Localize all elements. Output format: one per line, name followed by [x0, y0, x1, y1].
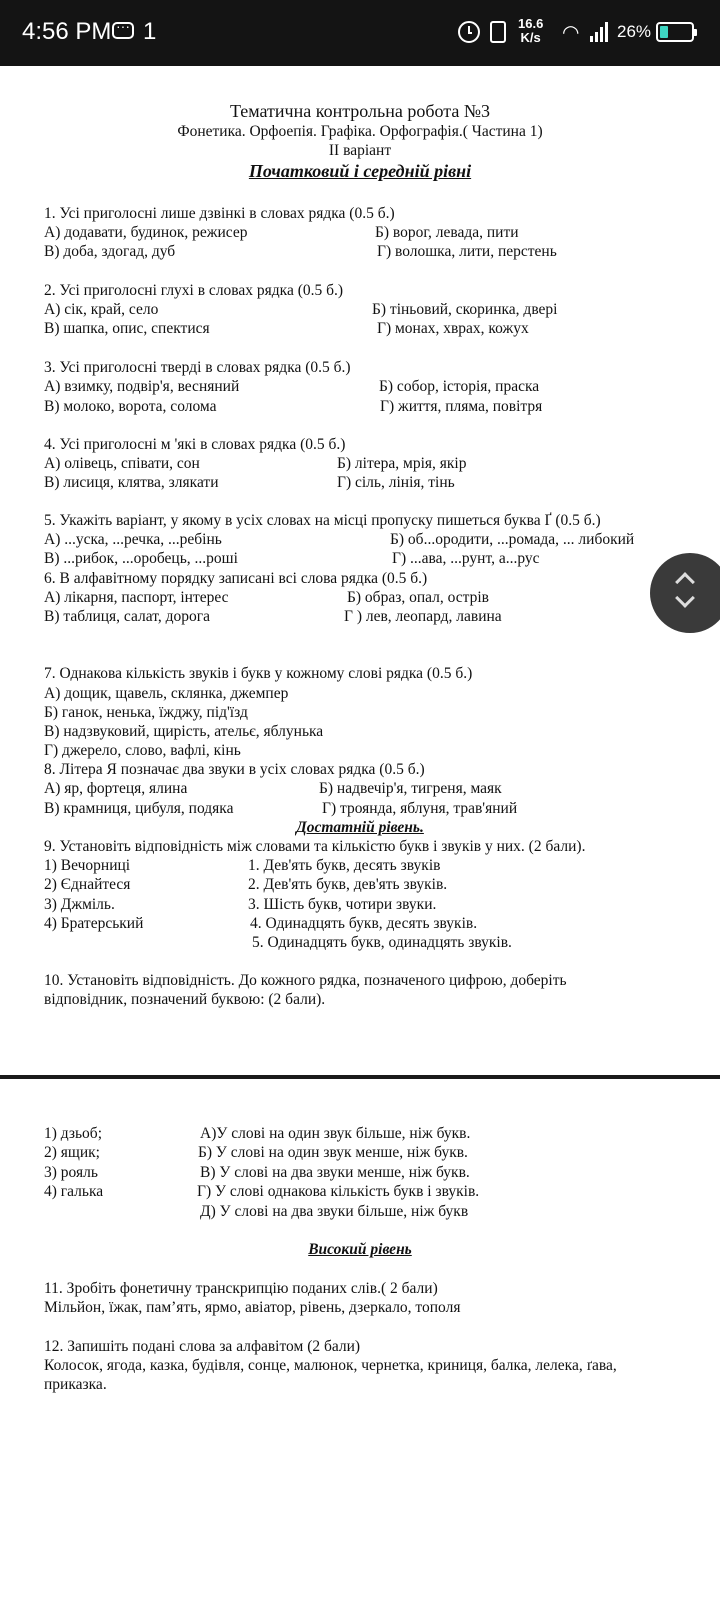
question-5: 5. Укажіть варіант, у якому в усіх словах на місці пропуску пишеться буква Ґ (0.5 б.) — [44, 512, 601, 529]
q1-option-d: Г) волошка, лити, перстень — [377, 243, 557, 260]
q10-left-3: 3) рояль — [44, 1164, 98, 1181]
notification-count: 1 — [143, 18, 157, 45]
q9-left-4: 4) Братерський — [44, 915, 144, 932]
message-icon — [112, 22, 134, 39]
question-10-line-1: 10. Установіть відповідність. До кожного рядка, позначеного цифрою, доберіть — [44, 972, 567, 989]
q8-option-a: А) яр, фортеця, ялина — [44, 780, 188, 797]
q8-option-b: Б) надвечір'я, тигреня, маяк — [319, 780, 502, 797]
question-7: 7. Однакова кількість звуків і букв у кожному слові рядка (0.5 б.) — [44, 665, 473, 682]
doc-subtitle: Фонетика. Орфоепія. Графіка. Орфографія.( Частина 1) — [177, 123, 543, 140]
level-heading-sufficient: Достатній рівень. — [296, 819, 424, 836]
q10-right-a: А)У слові на один звук більше, ніж букв. — [200, 1125, 471, 1142]
q10-right-e: Д) У слові на два звуки більше, ніж букв — [200, 1203, 469, 1220]
q6-option-a: А) лікарня, паспорт, інтерес — [44, 589, 229, 606]
document-page-1[interactable] — [0, 66, 720, 1076]
network-speed-value: 16.6 — [518, 16, 544, 31]
q9-right-2: 2. Дев'ять букв, дев'ять звуків. — [248, 876, 448, 893]
scroll-toggle-button[interactable] — [650, 553, 720, 633]
wifi-icon: ◠ — [562, 22, 580, 44]
q2-option-b: Б) тіньовий, скоринка, двері — [372, 301, 558, 318]
question-1: 1. Усі приголосні лише дзвінкі в словах рядка (0.5 б.) — [44, 205, 395, 222]
q7-option-d: Г) джерело, слово, вафлі, кінь — [44, 742, 241, 759]
signal-icon — [590, 20, 614, 42]
q5-option-b: Б) об...ородити, ...ромада, ... либокий — [390, 531, 635, 548]
q7-option-b: Б) ганок, ненька, їжджу, під'їзд — [44, 704, 248, 721]
status-time: 4:56 PM — [22, 18, 112, 45]
q7-option-c: В) надзвуковий, щирість, ательє, яблунька — [44, 723, 324, 740]
q3-option-c: В) молоко, ворота, солома — [44, 398, 217, 415]
q3-option-b: Б) собор, історія, праска — [379, 378, 540, 395]
q4-option-a: А) олівець, співати, сон — [44, 455, 200, 472]
doc-variant: ІІ варіант — [328, 142, 392, 159]
network-speed — [518, 17, 543, 45]
page-separator — [0, 1075, 720, 1079]
q6-option-c: В) таблиця, салат, дорога — [44, 608, 210, 625]
q9-right-5: 5. Одинадцять букв, одинадцять звуків. — [252, 934, 512, 951]
network-speed-unit: K/s — [520, 30, 541, 45]
q7-option-a: А) дощик, щавель, склянка, джемпер — [44, 685, 289, 702]
alarm-icon — [458, 21, 480, 43]
q11-words: Мільйон, їжак, пам’ять, ярмо, авіатор, рівень, дзеркало, тополя — [44, 1299, 461, 1316]
q6-option-d: Г ) лев, леопард, лавина — [344, 608, 502, 625]
question-11: 11. Зробіть фонетичну транскрипцію поданих слів.( 2 бали) — [44, 1280, 438, 1297]
vibrate-icon — [490, 21, 506, 43]
q9-left-3: 3) Джміль. — [44, 896, 115, 913]
q1-option-a: А) додавати, будинок, режисер — [44, 224, 248, 241]
q1-option-c: В) доба, здогад, дуб — [44, 243, 176, 260]
question-6: 6. В алфавітному порядку записані всі слова рядка (0.5 б.) — [44, 570, 428, 587]
q10-right-b: Б) У слові на один звук менше, ніж букв. — [198, 1144, 468, 1161]
q2-option-d: Г) монах, хврах, кожух — [377, 320, 529, 337]
q2-option-c: В) шапка, опис, спектися — [44, 320, 210, 337]
level-heading-basic: Початковий і середній рівні — [248, 161, 472, 181]
q10-left-4: 4) галька — [44, 1183, 104, 1200]
q3-option-d: Г) життя, пляма, повітря — [380, 398, 543, 415]
q10-left-2: 2) ящик; — [44, 1144, 100, 1161]
question-2: 2. Усі приголосні глухі в словах рядка (0.5 б.) — [44, 282, 344, 299]
q12-words-line-1: Колосок, ягода, казка, будівля, сонце, малюнок, чернетка, криниця, балка, лелека, ґава, — [44, 1357, 617, 1374]
q12-words-line-2: приказка. — [44, 1376, 107, 1393]
q6-option-b: Б) образ, опал, острів — [347, 589, 489, 606]
q5-option-d: Г) ...ава, ...рунт, а...рус — [392, 550, 540, 567]
q9-left-2: 2) Єднайтеся — [44, 876, 131, 893]
q1-option-b: Б) ворог, левада, пити — [375, 224, 519, 241]
battery-percent: 26% — [617, 22, 652, 41]
q3-option-a: А) взимку, подвір'я, весняний — [44, 378, 240, 395]
question-8: 8. Літера Я позначає два звуки в усіх словах рядка (0.5 б.) — [44, 761, 425, 778]
q9-right-1: 1. Дев'ять букв, десять звуків — [248, 857, 441, 874]
q4-option-b: Б) літера, мрія, якір — [337, 455, 467, 472]
question-12: 12. Запишіть подані слова за алфавітом (2 бали) — [44, 1338, 361, 1355]
question-9: 9. Установіть відповідність між словами та кількістю букв і звуків у них. (2 бали). — [44, 838, 586, 855]
document-page-2[interactable] — [0, 1080, 720, 1600]
doc-title: Тематична контрольна робота №3 — [229, 101, 491, 121]
q4-option-c: В) лисиця, клятва, злякати — [44, 474, 219, 491]
q10-left-1: 1) дзьоб; — [44, 1125, 102, 1142]
q9-left-1: 1) Вечорниці — [44, 857, 131, 874]
battery-icon — [656, 22, 694, 42]
q9-right-4: 4. Одинадцять букв, десять звуків. — [250, 915, 478, 932]
question-3: 3. Усі приголосні тверді в словах рядка (0.5 б.) — [44, 359, 351, 376]
question-10-line-2: відповідник, позначений буквою: (2 бали). — [44, 991, 326, 1008]
battery-fill — [660, 26, 668, 38]
chevron-down-icon — [675, 588, 695, 608]
status-bar — [0, 0, 720, 66]
q10-right-d: Г) У слові однакова кількість букв і звуків. — [197, 1183, 480, 1200]
q2-option-a: А) сік, край, село — [44, 301, 159, 318]
q4-option-d: Г) сіль, лінія, тінь — [337, 474, 455, 491]
q8-option-c: В) крамниця, цибуля, подяка — [44, 800, 234, 817]
q8-option-d: Г) троянда, яблуня, трав'яний — [322, 800, 518, 817]
q5-option-a: А) ...уска, ...речка, ...ребінь — [44, 531, 222, 548]
q5-option-c: В) ...рибок, ...оробець, ...роші — [44, 550, 238, 567]
q10-right-c: В) У слові на два звуки менше, ніж букв. — [200, 1164, 470, 1181]
question-4: 4. Усі приголосні м 'які в словах рядка (0.5 б.) — [44, 436, 346, 453]
q9-right-3: 3. Шість букв, чотири звуки. — [248, 896, 437, 913]
level-heading-high: Високий рівень — [308, 1241, 412, 1258]
